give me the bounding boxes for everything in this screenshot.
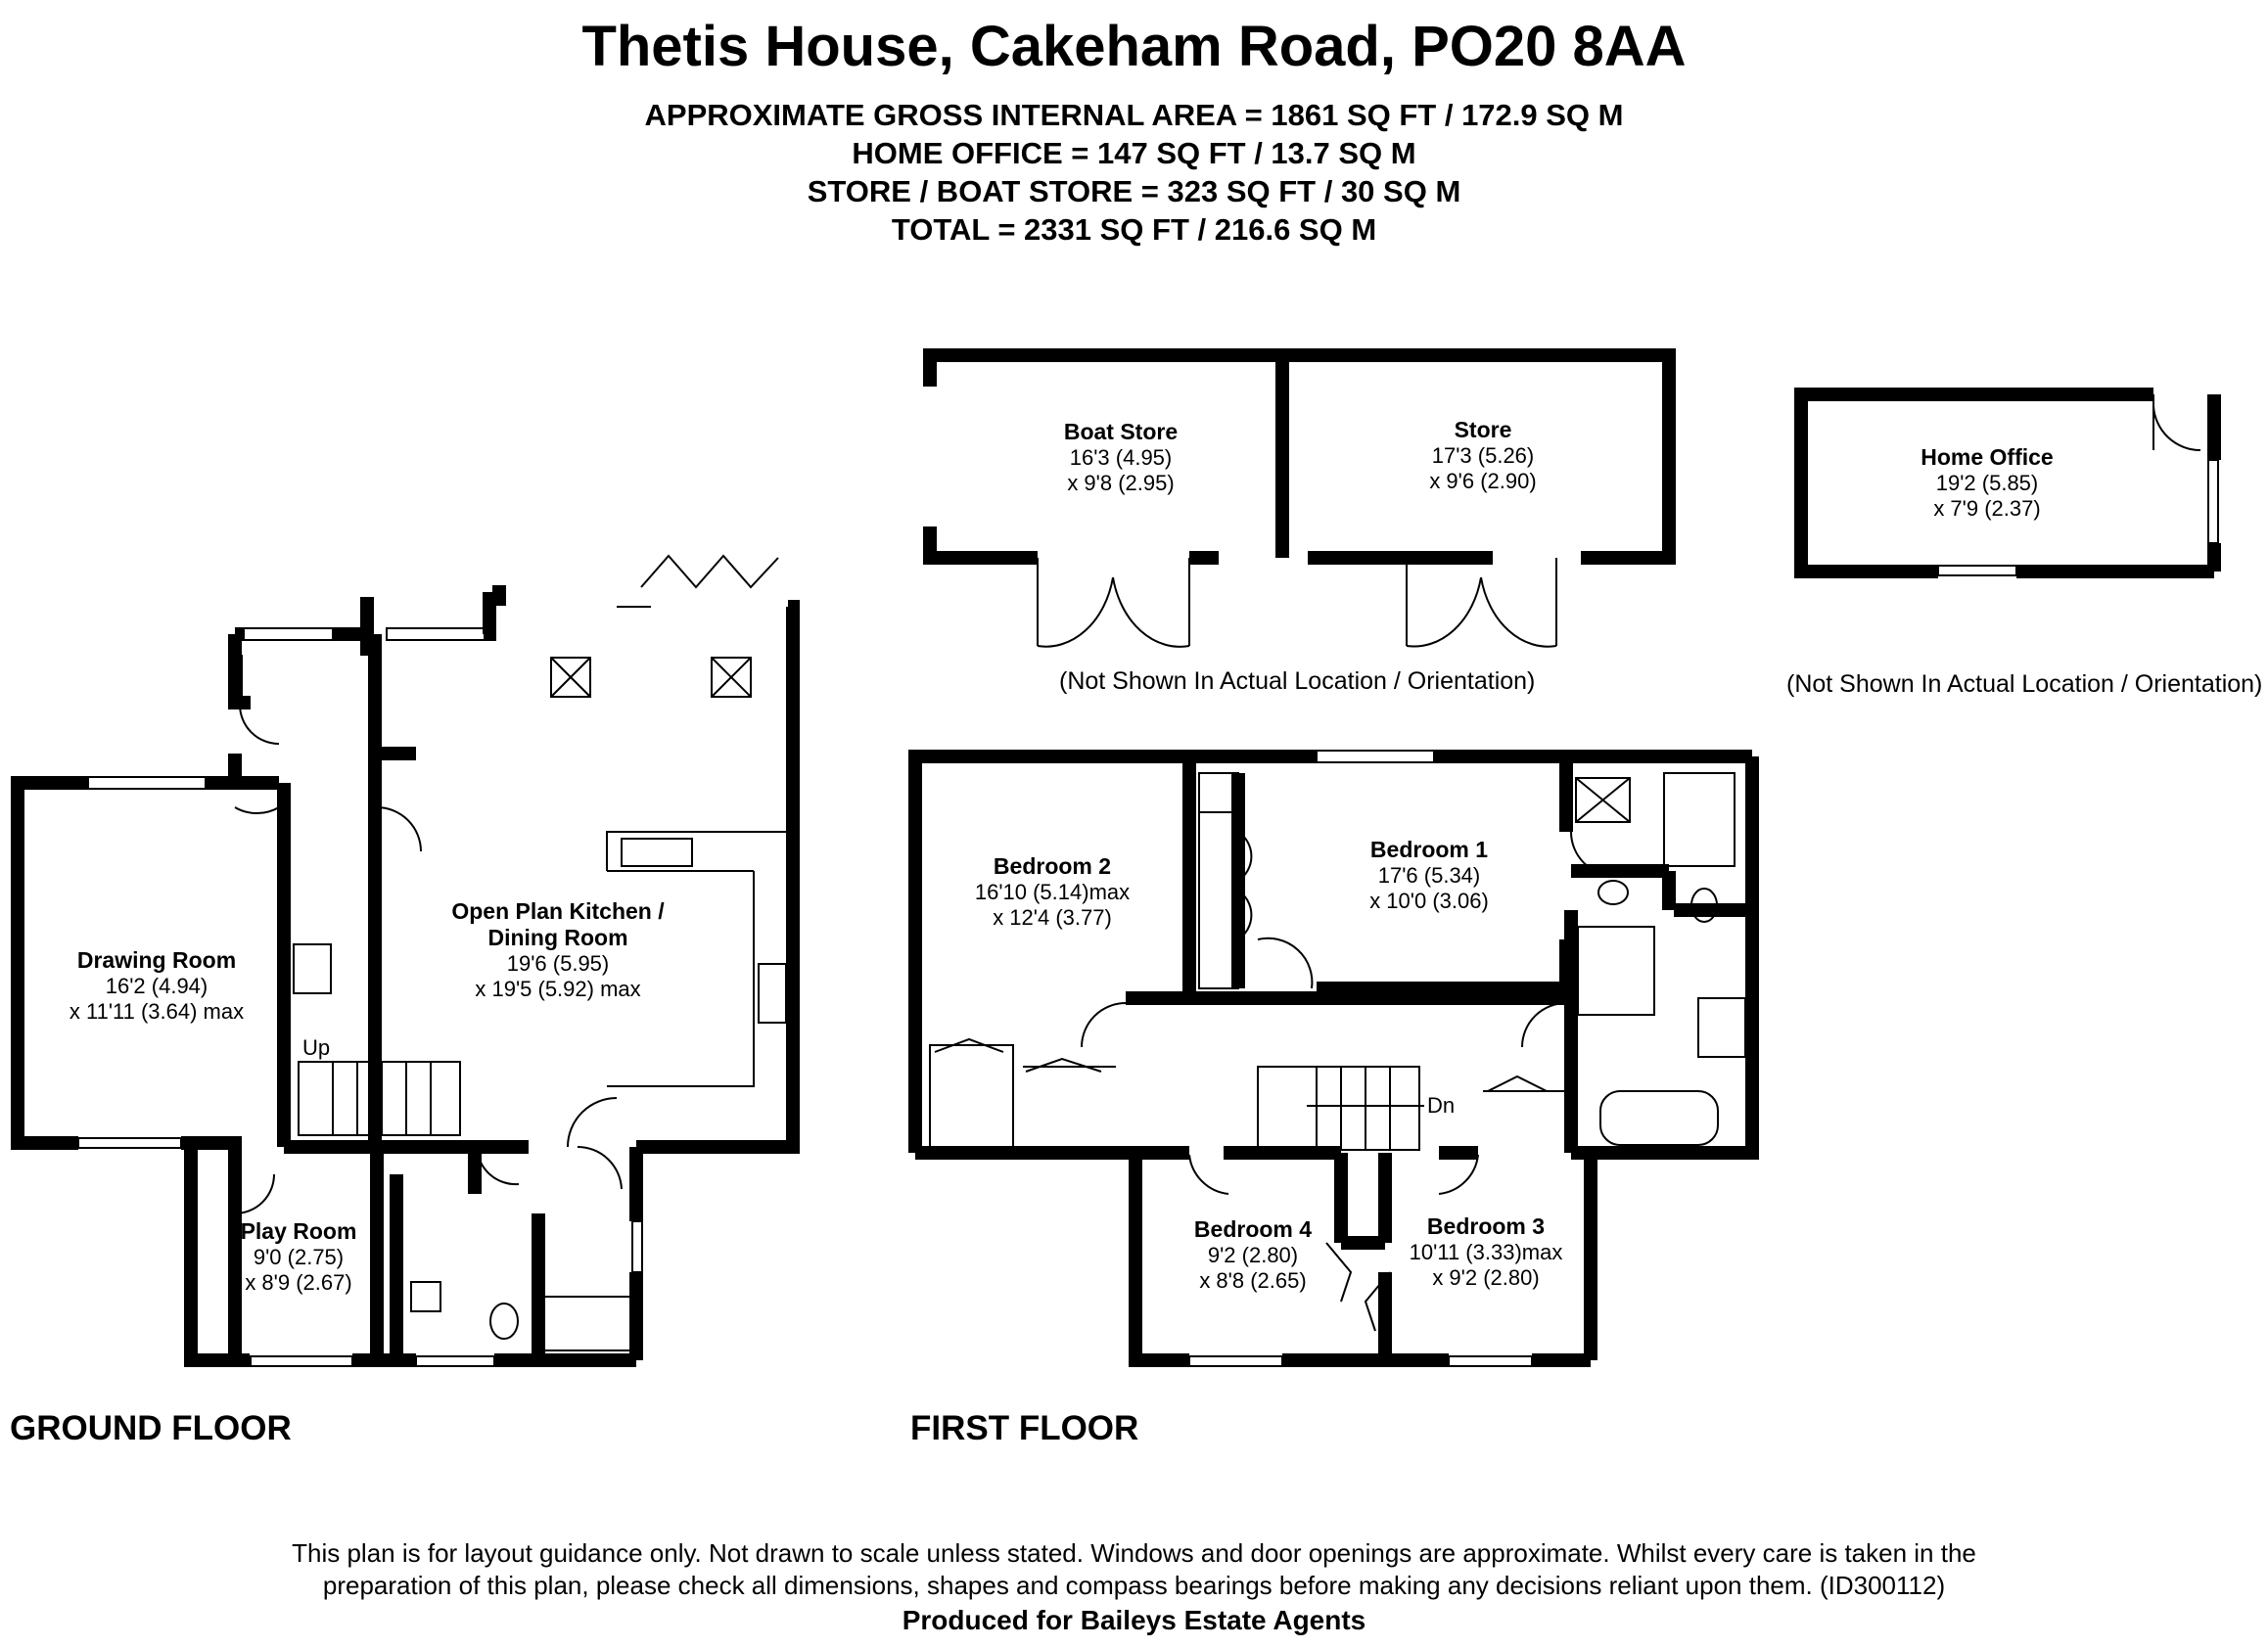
bedroom-2-dim2: x 12'4 (3.77) (993, 905, 1112, 930)
play-room-dim1: 9'0 (2.75) (253, 1245, 345, 1269)
store-name: Store (1454, 417, 1512, 442)
stairs-down-label: Dn (1427, 1093, 1456, 1118)
kitchen-label (421, 898, 695, 1002)
drawing-room-label (44, 947, 269, 1025)
play-room-dim2: x 8'9 (2.67) (245, 1270, 352, 1295)
play-room-label (225, 1218, 372, 1296)
stores-location-note: (Not Shown In Actual Location / Orientation) (1059, 667, 1536, 695)
bedroom-4-dim1: 9'2 (2.80) (1207, 1243, 1299, 1267)
area-home-office: HOME OFFICE = 147 SQ FT / 13.7 SQ M (852, 136, 1416, 170)
area-total: TOTAL = 2331 SQ FT / 216.6 SQ M (891, 212, 1377, 247)
kitchen-name-line1: Open Plan Kitchen / (451, 898, 665, 924)
bedroom-3-dim2: x 9'2 (2.80) (1432, 1265, 1540, 1290)
home-office-dim2: x 7'9 (2.37) (1933, 496, 2041, 521)
bedroom-2-label (940, 853, 1165, 931)
produced-for: Produced for Baileys Estate Agents (902, 1605, 1366, 1635)
bedroom-3-label (1388, 1213, 1584, 1291)
kitchen-dim2: x 19'5 (5.92) max (475, 977, 641, 1001)
disclaimer-line-2: preparation of this plan, please check all dimensions, shapes and compass bearings before making any decisions reliant upon them. (ID300112) (322, 1571, 1946, 1600)
first-floor-label: FIRST FLOOR (910, 1409, 1139, 1447)
bedroom-2-dim1: 16'10 (5.14)max (974, 880, 1131, 904)
play-room-name: Play Room (240, 1218, 357, 1244)
disclaimer-line-1: This plan is for layout guidance only. Not drawn to scale unless stated. Windows and door openings are approximate. Whilst every care is taken in the (292, 1538, 1976, 1568)
area-stores: STORE / BOAT STORE = 323 SQ FT / 30 SQ M (807, 174, 1461, 208)
bedroom-1-dim2: x 10'0 (3.06) (1369, 889, 1489, 913)
drawing-room-name: Drawing Room (76, 947, 237, 973)
drawing-room-dim1: 16'2 (4.94) (105, 974, 208, 998)
area-gross: APPROXIMATE GROSS INTERNAL AREA = 1861 SQ FT / 172.9 SQ M (644, 98, 1624, 132)
bedroom-3-name: Bedroom 3 (1426, 1213, 1546, 1239)
drawing-room-dim2: x 11'11 (3.64) max (69, 999, 245, 1024)
bedroom-4-dim2: x 8'8 (2.65) (1199, 1268, 1307, 1293)
kitchen-name-line2: Dining Room (487, 925, 628, 950)
bedroom-1-name: Bedroom 1 (1369, 837, 1489, 862)
stairs-up-label: Up (302, 1035, 331, 1060)
home-office-name: Home Office (1921, 444, 2054, 470)
home-office-dim1: 19'2 (5.85) (1935, 471, 2039, 495)
boat-store-dim2: x 9'8 (2.95) (1067, 471, 1175, 495)
store-dim2: x 9'6 (2.90) (1429, 469, 1537, 493)
boat-store-label (1018, 419, 1224, 496)
ground-floor-label: GROUND FLOOR (10, 1409, 292, 1447)
bedroom-1-dim1: 17'6 (5.34) (1377, 863, 1481, 888)
plan-title: Thetis House, Cakeham Road, PO20 8AA (581, 15, 1687, 78)
boat-store-name: Boat Store (1063, 419, 1179, 444)
bedroom-4-label (1170, 1216, 1336, 1294)
bedroom-3-dim1: 10'11 (3.33)max (1409, 1240, 1563, 1264)
store-label (1380, 417, 1586, 494)
bedroom-2-name: Bedroom 2 (993, 853, 1112, 879)
office-location-note: (Not Shown In Actual Location / Orientation) (1786, 670, 2263, 698)
bedroom-4-name: Bedroom 4 (1193, 1216, 1313, 1242)
kitchen-dim1: 19'6 (5.95) (506, 951, 610, 976)
store-dim1: 17'3 (5.26) (1431, 443, 1535, 468)
boat-store-dim1: 16'3 (4.95) (1069, 445, 1173, 470)
store-doors (1038, 558, 1556, 647)
bedroom-1-label (1317, 837, 1542, 914)
home-office-label (1879, 444, 2095, 522)
